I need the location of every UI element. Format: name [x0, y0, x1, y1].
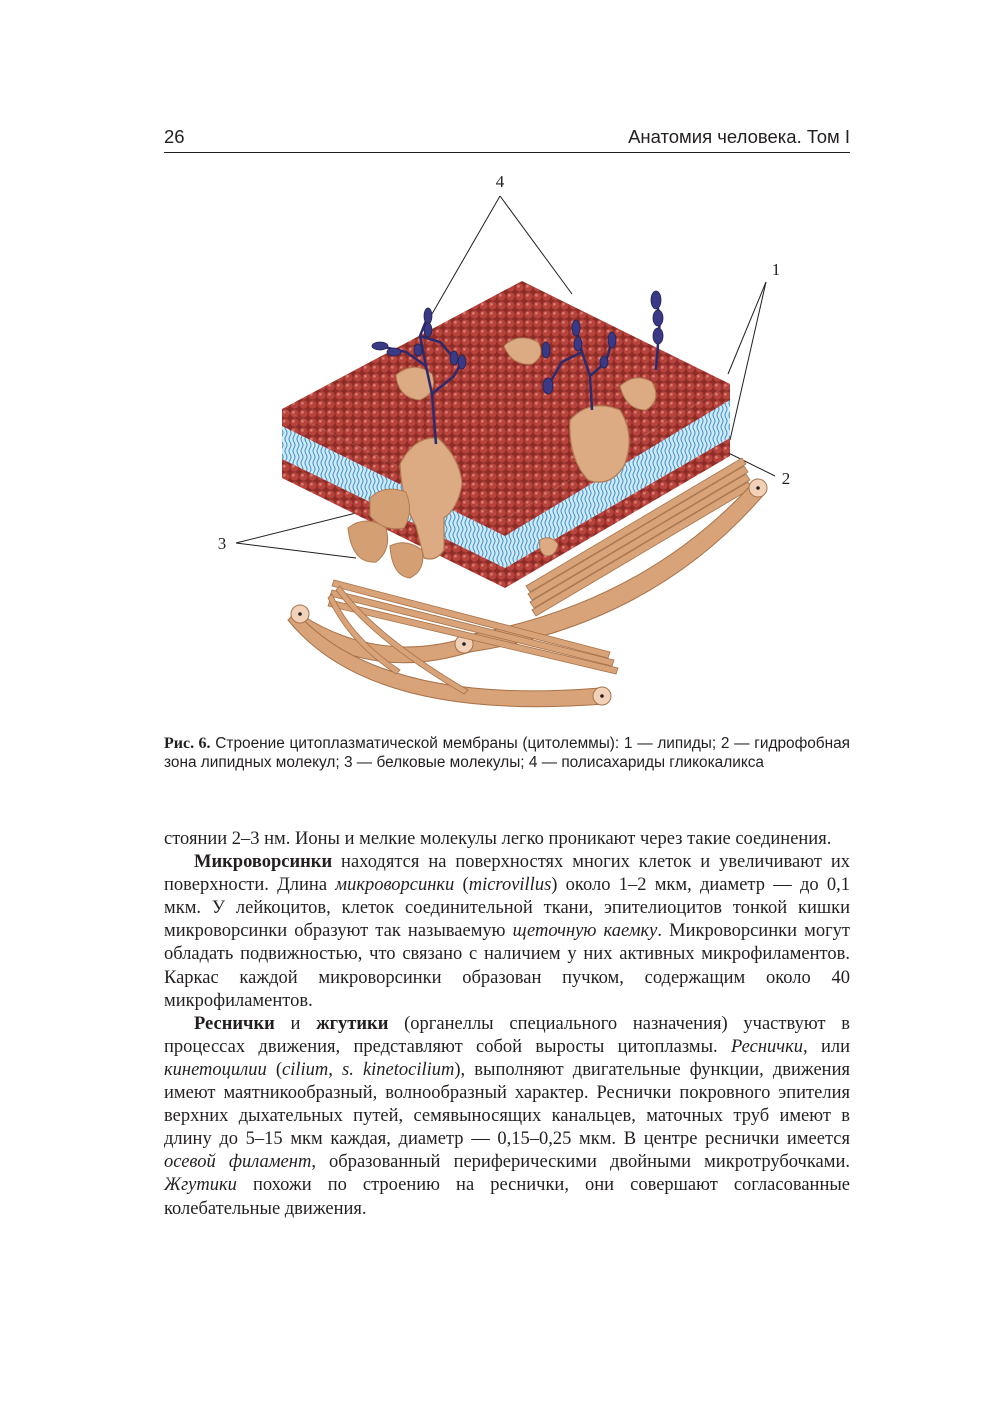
- membrane-figure: [200, 166, 820, 726]
- paragraph-microvilli: Микроворсинки находятся на поверхностях многих клеток и увеличивают их поверхности. Длина микроворсинки (microvillus) около 1–2 мкм, диаметр — до 0,1 мкм. У лейкоцитов, клеток соединительной ткани, эпителиоцитов тонкой кишки микроворсинки образуют так называемую щеточную каемку. Микроворсинки могут обладать подвижностью, что связано с наличием у них активных микрофиламентов. Каркас каждой микроворсинки образован пучком, содержащим около 40 микрофиламентов.: [164, 852, 850, 1011]
- lipid-bilayer: [282, 281, 730, 588]
- label-4: 4: [495, 172, 505, 191]
- caption-text: Строение цитоплазматической мембраны (цитолеммы): 1 — липиды; 2 — гидрофобная зона липидных молекул; 3 — белковые молекулы; 4 — полисахариды гликокаликса: [164, 735, 851, 771]
- term-microvilli: Микроворсинки: [194, 852, 333, 873]
- pointer-1b: [730, 282, 766, 440]
- label-1: 1: [771, 260, 781, 279]
- term-flagella: жгутики: [316, 1013, 389, 1034]
- page-header: [164, 126, 850, 153]
- label-3: 3: [217, 534, 227, 553]
- body-text: [164, 828, 850, 1221]
- page-number: 26: [164, 126, 185, 147]
- caption-label: Рис. 6.: [164, 735, 211, 752]
- figure-caption: [164, 734, 850, 772]
- paragraph-1: стоянии 2–3 нм. Ионы и мелкие молекулы легко проникают через такие соединения.: [164, 829, 832, 849]
- pointer-3b: [236, 543, 356, 558]
- membrane-illustration: [200, 166, 820, 726]
- paragraph-cilia: Реснички и жгутики (органеллы специального назначения) участвуют в процессах движения, представляют собой выросты цитоплазмы. Реснички, или кинетоцилии (cilium, s. kinetocilium), выполняют двигательные функции, движения имеют маятникообразный, волнообразный характер. Реснички покровного эпителия верхних дыхательных путей, семявыносящих канальцев, маточных труб имеют в длину до 5–15 мкм каждая, диаметр — 0,15–0,25 мкм. В центре реснички имеется осевой филамент, образованный периферическими двойными микротрубочками. Жгутики похожи по строению на реснички, они совершают согласованные колебательные движения.: [164, 1013, 850, 1219]
- label-2: 2: [781, 469, 791, 488]
- pointer-1a: [728, 282, 766, 374]
- running-title: Анатомия человека. Том I: [628, 126, 850, 147]
- term-cilia: Реснички: [194, 1013, 275, 1034]
- pointer-4a: [432, 196, 500, 314]
- pointer-4b: [500, 196, 572, 294]
